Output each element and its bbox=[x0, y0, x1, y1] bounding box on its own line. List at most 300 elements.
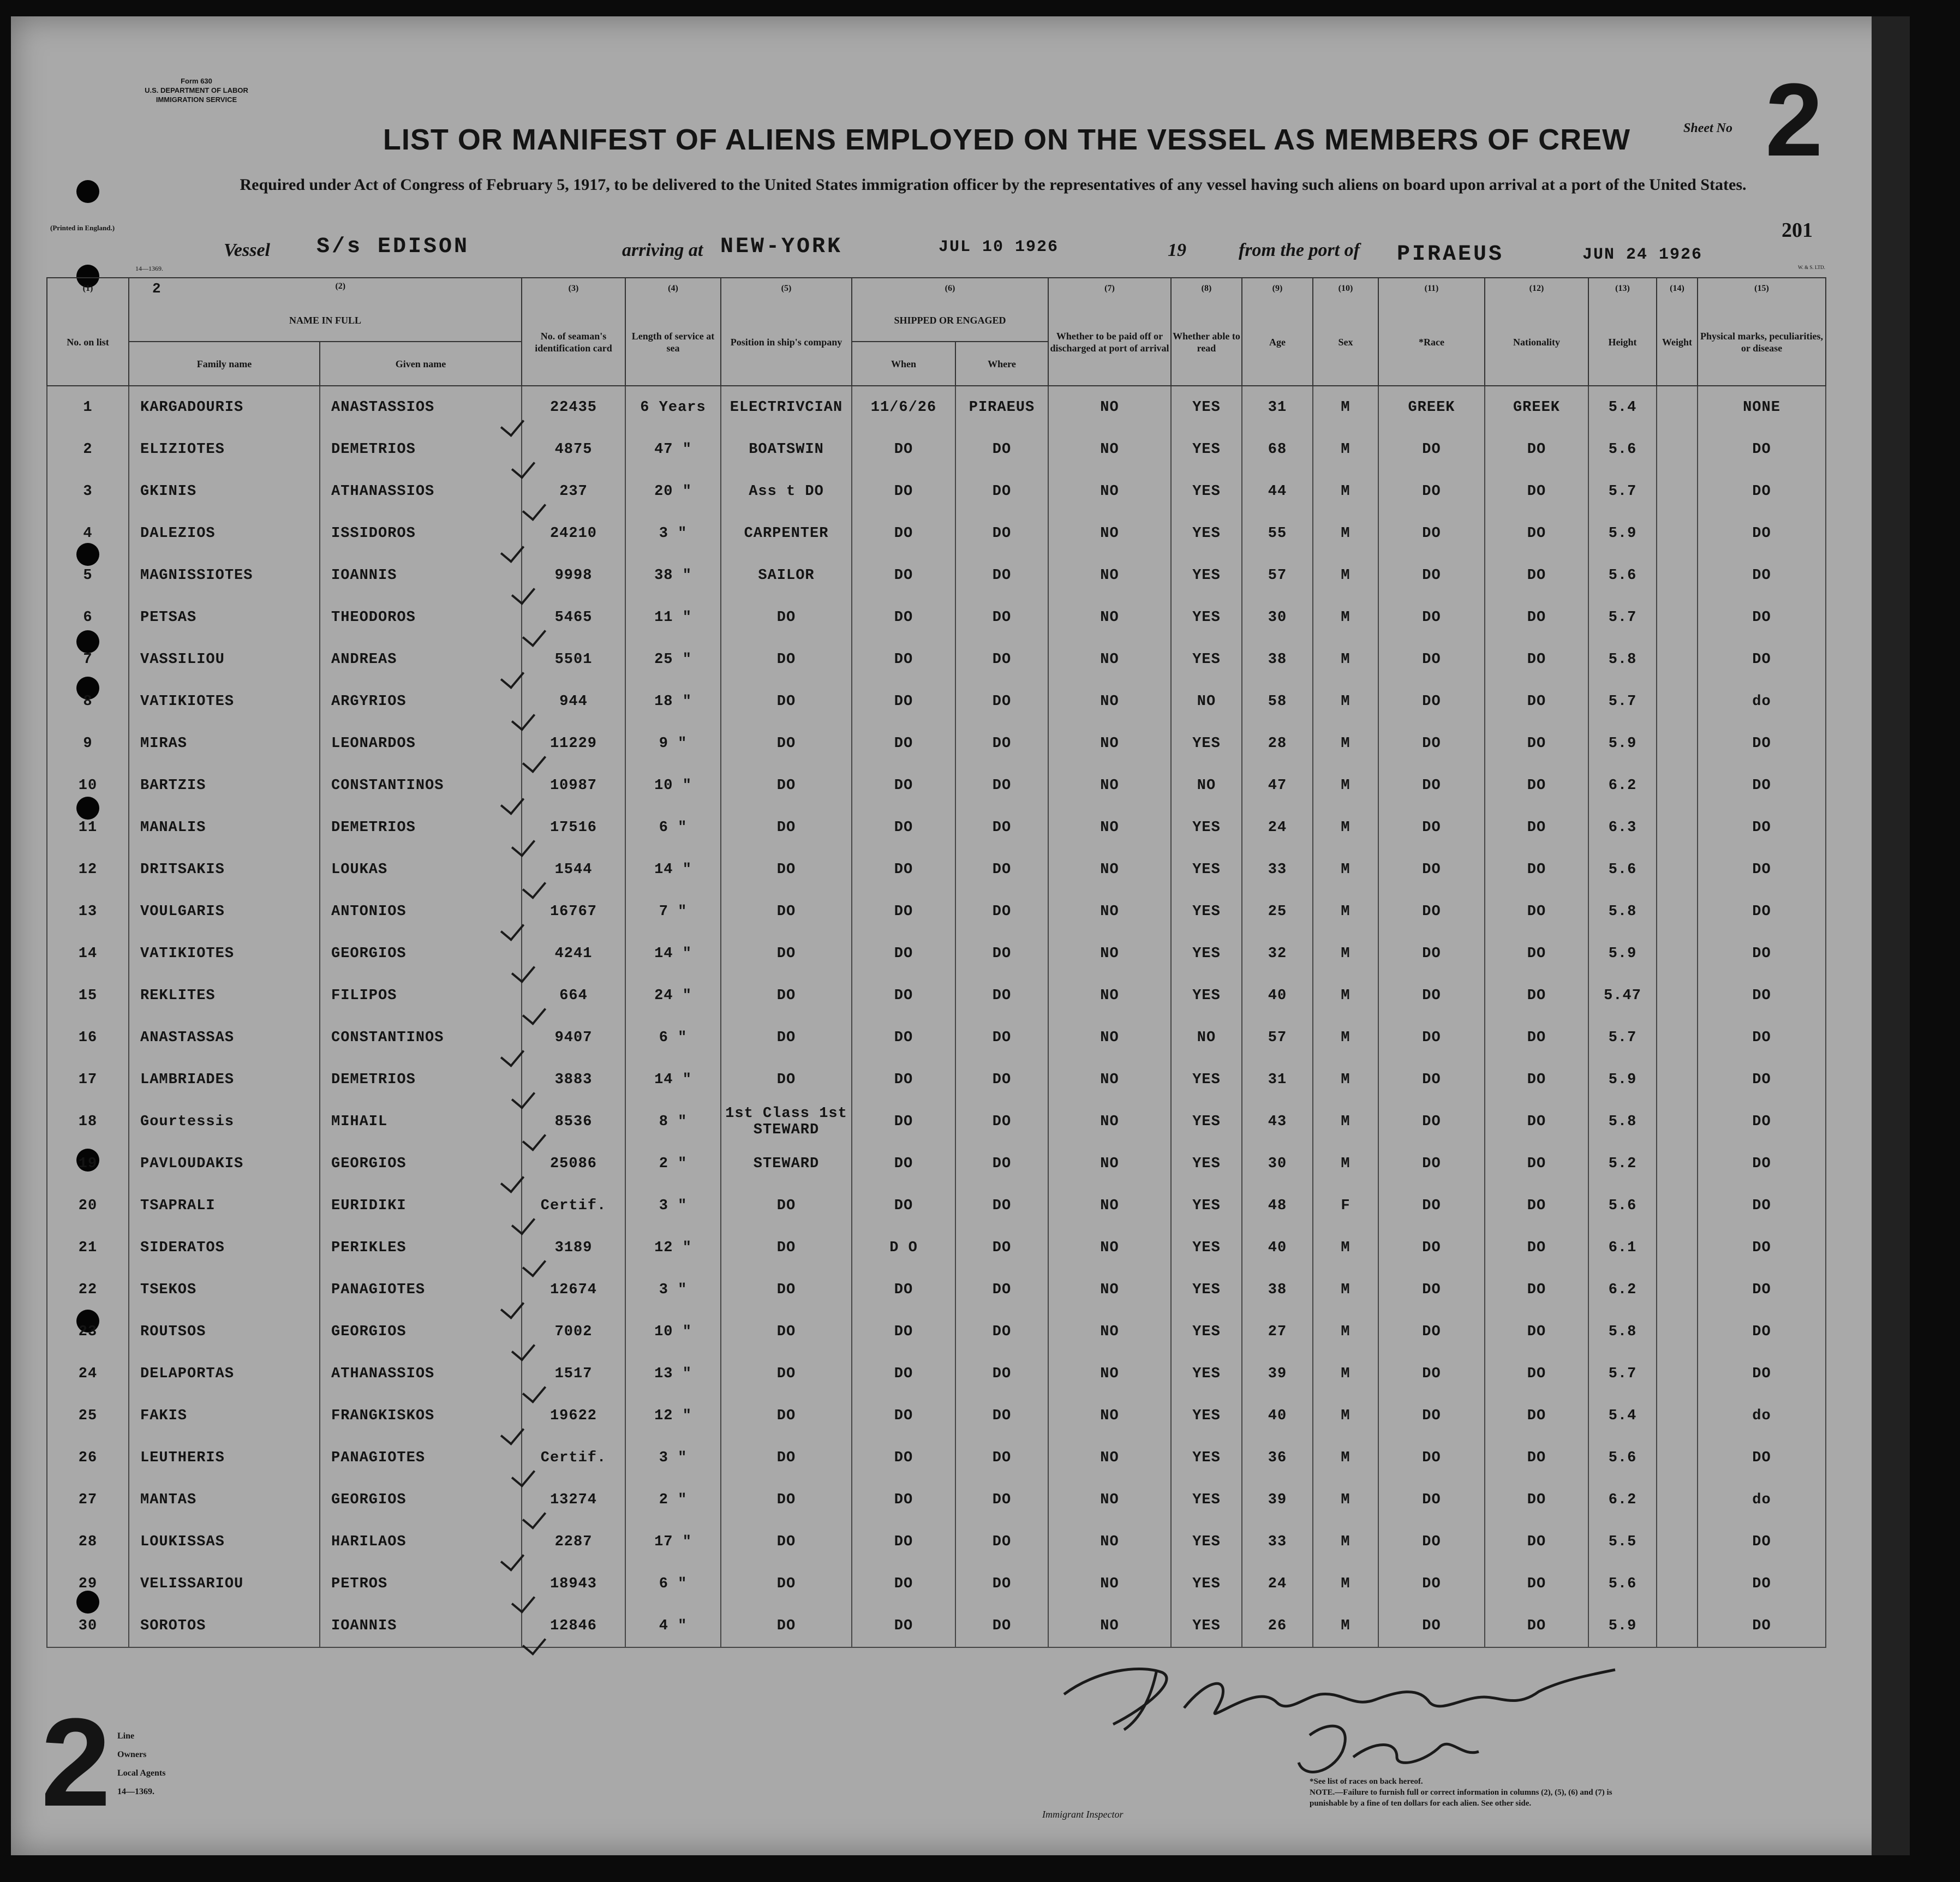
race: DO bbox=[1378, 1521, 1485, 1563]
position: BOATSWIN bbox=[721, 428, 852, 470]
given-name: GEORGIOS bbox=[320, 1479, 522, 1521]
age: 57 bbox=[1242, 554, 1313, 596]
table-row bbox=[47, 1059, 1826, 1101]
length-of-service: 10 " bbox=[625, 764, 721, 806]
shipped-where: DO bbox=[955, 722, 1048, 764]
id-card-number: 3189 bbox=[522, 1227, 625, 1269]
position: DO bbox=[721, 1311, 852, 1353]
able-to-read: NO bbox=[1171, 764, 1242, 806]
height: 5.7 bbox=[1588, 1353, 1657, 1395]
given-name: GEORGIOS bbox=[320, 1143, 522, 1185]
height: 6.3 bbox=[1588, 806, 1657, 849]
length-of-service: 38 " bbox=[625, 554, 721, 596]
id-card-number: 2287 bbox=[522, 1521, 625, 1563]
race: DO bbox=[1378, 806, 1485, 849]
race: DO bbox=[1378, 1227, 1485, 1269]
row-number: 25 bbox=[47, 1395, 129, 1437]
sex: M bbox=[1313, 975, 1378, 1017]
given-name: DEMETRIOS bbox=[320, 806, 522, 849]
length-of-service: 2 " bbox=[625, 1143, 721, 1185]
paid-off: NO bbox=[1048, 1311, 1171, 1353]
nationality: DO bbox=[1485, 554, 1588, 596]
able-to-read: YES bbox=[1171, 1269, 1242, 1311]
length-of-service: 47 " bbox=[625, 428, 721, 470]
table-row bbox=[47, 1269, 1826, 1311]
paid-off: NO bbox=[1048, 680, 1171, 722]
paid-off: NO bbox=[1048, 1101, 1171, 1143]
length-of-service: 12 " bbox=[625, 1395, 721, 1437]
age: 44 bbox=[1242, 470, 1313, 512]
length-of-service: 24 " bbox=[625, 975, 721, 1017]
family-name: DALEZIOS bbox=[129, 512, 320, 554]
local-agents-label: Local Agents bbox=[117, 1769, 166, 1778]
able-to-read: YES bbox=[1171, 470, 1242, 512]
length-of-service: 8 " bbox=[625, 1101, 721, 1143]
sex: M bbox=[1313, 722, 1378, 764]
sheet-number: 2 bbox=[1765, 62, 1823, 178]
given-name: IOANNIS bbox=[320, 1605, 522, 1647]
able-to-read: YES bbox=[1171, 933, 1242, 975]
able-to-read: YES bbox=[1171, 1521, 1242, 1563]
able-to-read: YES bbox=[1171, 1143, 1242, 1185]
family-name: ANASTASSAS bbox=[129, 1017, 320, 1059]
shipped-where: DO bbox=[955, 596, 1048, 638]
physical-marks: do bbox=[1698, 1479, 1826, 1521]
shipped-where: DO bbox=[955, 1479, 1048, 1521]
family-name: SOROTOS bbox=[129, 1605, 320, 1647]
shipped-where: PIRAEUS bbox=[955, 386, 1048, 428]
sex: M bbox=[1313, 596, 1378, 638]
family-name: LEUTHERIS bbox=[129, 1437, 320, 1479]
position: DO bbox=[721, 849, 852, 891]
height: 6.2 bbox=[1588, 1269, 1657, 1311]
id-card-number: 19622 bbox=[522, 1395, 625, 1437]
col-num bbox=[129, 278, 522, 299]
position: DO bbox=[721, 1227, 852, 1269]
paid-off: NO bbox=[1048, 975, 1171, 1017]
age: 33 bbox=[1242, 1521, 1313, 1563]
race: DO bbox=[1378, 1101, 1485, 1143]
given-name: MIHAIL bbox=[320, 1101, 522, 1143]
age: 55 bbox=[1242, 512, 1313, 554]
age: 57 bbox=[1242, 1017, 1313, 1059]
header-age: Age bbox=[1242, 299, 1313, 386]
nationality: DO bbox=[1485, 638, 1588, 680]
weight bbox=[1657, 428, 1698, 470]
row-number: 2 bbox=[47, 428, 129, 470]
race: DO bbox=[1378, 1269, 1485, 1311]
weight bbox=[1657, 1017, 1698, 1059]
physical-marks: DO bbox=[1698, 1143, 1826, 1185]
weight bbox=[1657, 554, 1698, 596]
table-row bbox=[47, 470, 1826, 512]
given-name: EURIDIKI bbox=[320, 1185, 522, 1227]
sex: M bbox=[1313, 891, 1378, 933]
shipped-where: DO bbox=[955, 428, 1048, 470]
able-to-read: YES bbox=[1171, 1353, 1242, 1395]
physical-marks: DO bbox=[1698, 849, 1826, 891]
position: STEWARD bbox=[721, 1143, 852, 1185]
shipped-where: DO bbox=[955, 849, 1048, 891]
paid-off: NO bbox=[1048, 470, 1171, 512]
shipped-where: DO bbox=[955, 1521, 1048, 1563]
nationality: DO bbox=[1485, 1227, 1588, 1269]
sex: M bbox=[1313, 1521, 1378, 1563]
paid-off: NO bbox=[1048, 1479, 1171, 1521]
length-of-service: 10 " bbox=[625, 1311, 721, 1353]
races-note: *See list of races on back hereof. bbox=[1310, 1777, 1423, 1786]
table-row bbox=[47, 1479, 1826, 1521]
position: 1st Class 1st STEWARD bbox=[721, 1101, 852, 1143]
nationality: DO bbox=[1485, 1311, 1588, 1353]
physical-marks: DO bbox=[1698, 1521, 1826, 1563]
sex: M bbox=[1313, 386, 1378, 428]
weight bbox=[1657, 806, 1698, 849]
id-card-number: 12846 bbox=[522, 1605, 625, 1647]
table-row bbox=[47, 1563, 1826, 1605]
page-subtitle: Required under Act of Congress of February 5, 1917, to be delivered to the United States immigration officer by the representatives of any vessel having such aliens on board upon arrival at a port of the United States. bbox=[240, 176, 1747, 194]
id-card-number: 9998 bbox=[522, 554, 625, 596]
shipped-when: DO bbox=[852, 1185, 955, 1227]
manifest-sheet bbox=[11, 16, 1910, 1855]
paid-off: NO bbox=[1048, 1143, 1171, 1185]
given-name: ARGYRIOS bbox=[320, 680, 522, 722]
given-name: DEMETRIOS bbox=[320, 1059, 522, 1101]
weight bbox=[1657, 933, 1698, 975]
sheet-number-label: Sheet No bbox=[1683, 121, 1732, 135]
height: 5.6 bbox=[1588, 849, 1657, 891]
age: 26 bbox=[1242, 1605, 1313, 1647]
nationality: DO bbox=[1485, 933, 1588, 975]
nationality: DO bbox=[1485, 806, 1588, 849]
height: 5.8 bbox=[1588, 638, 1657, 680]
sex: M bbox=[1313, 1101, 1378, 1143]
family-name: DELAPORTAS bbox=[129, 1353, 320, 1395]
weight bbox=[1657, 1563, 1698, 1605]
given-name: HARILAOS bbox=[320, 1521, 522, 1563]
nationality: DO bbox=[1485, 1521, 1588, 1563]
height: 5.9 bbox=[1588, 1059, 1657, 1101]
able-to-read: YES bbox=[1171, 596, 1242, 638]
row-number: 16 bbox=[47, 1017, 129, 1059]
weight bbox=[1657, 975, 1698, 1017]
nationality: DO bbox=[1485, 680, 1588, 722]
shipped-when: DO bbox=[852, 1269, 955, 1311]
position: DO bbox=[721, 806, 852, 849]
shipped-where: DO bbox=[955, 975, 1048, 1017]
paid-off: NO bbox=[1048, 722, 1171, 764]
table-row bbox=[47, 512, 1826, 554]
shipped-when: D O bbox=[852, 1227, 955, 1269]
paid-off: NO bbox=[1048, 1437, 1171, 1479]
given-name: LOUKAS bbox=[320, 849, 522, 891]
shipped-when: DO bbox=[852, 1395, 955, 1437]
family-name: LAMBRIADES bbox=[129, 1059, 320, 1101]
table-row bbox=[47, 1395, 1826, 1437]
race: DO bbox=[1378, 891, 1485, 933]
header-paid-off: Whether to be paid off or discharged at port of arrival bbox=[1048, 299, 1171, 386]
col-num: (5) bbox=[721, 278, 852, 299]
weight bbox=[1657, 764, 1698, 806]
nationality: DO bbox=[1485, 1017, 1588, 1059]
length-of-service: 14 " bbox=[625, 933, 721, 975]
paid-off: NO bbox=[1048, 1353, 1171, 1395]
given-name: CONSTANTINOS bbox=[320, 764, 522, 806]
shipped-where: DO bbox=[955, 1605, 1048, 1647]
paid-off: NO bbox=[1048, 1185, 1171, 1227]
year-label: 19 bbox=[1168, 240, 1186, 260]
from-port-label: from the port of bbox=[1239, 240, 1360, 260]
table-row bbox=[47, 764, 1826, 806]
height: 5.7 bbox=[1588, 1017, 1657, 1059]
given-name: FILIPOS bbox=[320, 975, 522, 1017]
able-to-read: YES bbox=[1171, 1563, 1242, 1605]
physical-marks: DO bbox=[1698, 638, 1826, 680]
physical-marks: DO bbox=[1698, 428, 1826, 470]
shipped-where: DO bbox=[955, 1227, 1048, 1269]
height: 5.2 bbox=[1588, 1143, 1657, 1185]
table-row bbox=[47, 806, 1826, 849]
weight bbox=[1657, 1101, 1698, 1143]
table-row bbox=[47, 680, 1826, 722]
height: 5.4 bbox=[1588, 386, 1657, 428]
sex: M bbox=[1313, 1311, 1378, 1353]
position: DO bbox=[721, 933, 852, 975]
shipped-when: 11/6/26 bbox=[852, 386, 955, 428]
row-number: 11 bbox=[47, 806, 129, 849]
family-name: ELIZIOTES bbox=[129, 428, 320, 470]
sex: M bbox=[1313, 1605, 1378, 1647]
age: 68 bbox=[1242, 428, 1313, 470]
given-name: PERIKLES bbox=[320, 1227, 522, 1269]
race: DO bbox=[1378, 933, 1485, 975]
page-title: LIST OR MANIFEST OF ALIENS EMPLOYED ON THE VESSEL AS MEMBERS OF CREW bbox=[383, 123, 1631, 156]
length-of-service: 6 " bbox=[625, 1563, 721, 1605]
length-of-service: 4 " bbox=[625, 1605, 721, 1647]
height: 5.7 bbox=[1588, 470, 1657, 512]
weight bbox=[1657, 1437, 1698, 1479]
printer-mark: W. & S. LTD. bbox=[1798, 265, 1825, 270]
able-to-read: YES bbox=[1171, 849, 1242, 891]
header-weight: Weight bbox=[1657, 299, 1698, 386]
id-card-number: 1517 bbox=[522, 1353, 625, 1395]
height: 5.9 bbox=[1588, 512, 1657, 554]
col-num: (3) bbox=[522, 278, 625, 299]
physical-marks: DO bbox=[1698, 554, 1826, 596]
position: DO bbox=[721, 1353, 852, 1395]
header-family-name: Family name bbox=[129, 342, 320, 386]
physical-marks: DO bbox=[1698, 1437, 1826, 1479]
age: 30 bbox=[1242, 596, 1313, 638]
able-to-read: NO bbox=[1171, 680, 1242, 722]
paid-off: NO bbox=[1048, 806, 1171, 849]
age: 43 bbox=[1242, 1101, 1313, 1143]
family-name: BARTZIS bbox=[129, 764, 320, 806]
position: DO bbox=[721, 1521, 852, 1563]
height: 6.2 bbox=[1588, 1479, 1657, 1521]
id-card-number: 5465 bbox=[522, 596, 625, 638]
position: DO bbox=[721, 1563, 852, 1605]
race: DO bbox=[1378, 1185, 1485, 1227]
footer-labels bbox=[117, 1727, 165, 1801]
id-card-number: Certif. bbox=[522, 1185, 625, 1227]
age: 40 bbox=[1242, 1395, 1313, 1437]
shipped-when: DO bbox=[852, 1017, 955, 1059]
position: DO bbox=[721, 1437, 852, 1479]
physical-marks: DO bbox=[1698, 1605, 1826, 1647]
row-number: 15 bbox=[47, 975, 129, 1017]
shipped-when: DO bbox=[852, 1059, 955, 1101]
height: 5.8 bbox=[1588, 891, 1657, 933]
vessel-label: Vessel bbox=[224, 240, 270, 260]
vessel-name: S/s EDISON bbox=[316, 235, 470, 259]
given-name: FRANGKISKOS bbox=[320, 1395, 522, 1437]
row-number: 4 bbox=[47, 512, 129, 554]
shipped-when: DO bbox=[852, 891, 955, 933]
age: 27 bbox=[1242, 1311, 1313, 1353]
table-row bbox=[47, 1605, 1826, 1647]
departure-date: JUN 24 1926 bbox=[1582, 246, 1703, 264]
shipped-when: DO bbox=[852, 512, 955, 554]
able-to-read: YES bbox=[1171, 1311, 1242, 1353]
family-name: REKLITES bbox=[129, 975, 320, 1017]
shipped-when: DO bbox=[852, 680, 955, 722]
shipped-when: DO bbox=[852, 1605, 955, 1647]
weight bbox=[1657, 638, 1698, 680]
col-num: (7) bbox=[1048, 278, 1171, 299]
crew-rows bbox=[47, 386, 1826, 1647]
shipped-when: DO bbox=[852, 596, 955, 638]
shipped-where: DO bbox=[955, 512, 1048, 554]
family-name: MIRAS bbox=[129, 722, 320, 764]
weight bbox=[1657, 1605, 1698, 1647]
position: DO bbox=[721, 1059, 852, 1101]
age: 47 bbox=[1242, 764, 1313, 806]
nationality: DO bbox=[1485, 764, 1588, 806]
row-number: 21 bbox=[47, 1227, 129, 1269]
age: 32 bbox=[1242, 933, 1313, 975]
able-to-read: YES bbox=[1171, 1437, 1242, 1479]
shipped-when: DO bbox=[852, 1563, 955, 1605]
shipped-where: DO bbox=[955, 1101, 1048, 1143]
table-row bbox=[47, 1101, 1826, 1143]
able-to-read: YES bbox=[1171, 1605, 1242, 1647]
physical-marks: DO bbox=[1698, 1563, 1826, 1605]
table-row bbox=[47, 638, 1826, 680]
height: 5.9 bbox=[1588, 1605, 1657, 1647]
position: CARPENTER bbox=[721, 512, 852, 554]
length-of-service: 2 " bbox=[625, 1479, 721, 1521]
row-number: 14 bbox=[47, 933, 129, 975]
sex: M bbox=[1313, 512, 1378, 554]
able-to-read: YES bbox=[1171, 386, 1242, 428]
shipped-when: DO bbox=[852, 470, 955, 512]
height: 6.2 bbox=[1588, 764, 1657, 806]
able-to-read: YES bbox=[1171, 722, 1242, 764]
id-card-number: Certif. bbox=[522, 1437, 625, 1479]
nationality: DO bbox=[1485, 1101, 1588, 1143]
family-name: ROUTSOS bbox=[129, 1311, 320, 1353]
id-card-number: 7002 bbox=[522, 1311, 625, 1353]
length-of-service: 3 " bbox=[625, 512, 721, 554]
race: DO bbox=[1378, 428, 1485, 470]
family-name: VATIKIOTES bbox=[129, 933, 320, 975]
weight bbox=[1657, 1521, 1698, 1563]
able-to-read: YES bbox=[1171, 806, 1242, 849]
length-of-service: 3 " bbox=[625, 1269, 721, 1311]
crew-manifest-table bbox=[46, 277, 1826, 1648]
race: DO bbox=[1378, 722, 1485, 764]
table-row bbox=[47, 1185, 1826, 1227]
table-row bbox=[47, 722, 1826, 764]
age: 31 bbox=[1242, 1059, 1313, 1101]
shipped-where: DO bbox=[955, 1143, 1048, 1185]
header-id-card: No. of seaman's identification card bbox=[522, 299, 625, 386]
row-number: 10 bbox=[47, 764, 129, 806]
table-row bbox=[47, 386, 1826, 428]
sex: M bbox=[1313, 1437, 1378, 1479]
physical-marks: DO bbox=[1698, 1059, 1826, 1101]
position: DO bbox=[721, 680, 852, 722]
family-name: VELISSARIOU bbox=[129, 1563, 320, 1605]
nationality: DO bbox=[1485, 1395, 1588, 1437]
id-card-number: 22435 bbox=[522, 386, 625, 428]
id-card-number: 9407 bbox=[522, 1017, 625, 1059]
nationality: DO bbox=[1485, 1563, 1588, 1605]
footer-sheet-number: 2 bbox=[41, 1692, 111, 1832]
sex: M bbox=[1313, 428, 1378, 470]
departure-port: PIRAEUS bbox=[1397, 242, 1504, 267]
nationality: DO bbox=[1485, 1353, 1588, 1395]
position: ELECTRIVCIAN bbox=[721, 386, 852, 428]
physical-marks: DO bbox=[1698, 933, 1826, 975]
age: 40 bbox=[1242, 975, 1313, 1017]
nationality: DO bbox=[1485, 1605, 1588, 1647]
race: DO bbox=[1378, 1143, 1485, 1185]
weight bbox=[1657, 1227, 1698, 1269]
family-name: PETSAS bbox=[129, 596, 320, 638]
weight bbox=[1657, 722, 1698, 764]
length-of-service: 13 " bbox=[625, 1353, 721, 1395]
height: 5.7 bbox=[1588, 680, 1657, 722]
race: DO bbox=[1378, 1563, 1485, 1605]
physical-marks: DO bbox=[1698, 470, 1826, 512]
header-when: When bbox=[852, 342, 955, 386]
nationality: DO bbox=[1485, 891, 1588, 933]
nationality: DO bbox=[1485, 1059, 1588, 1101]
paid-off: NO bbox=[1048, 596, 1171, 638]
race: DO bbox=[1378, 1353, 1485, 1395]
sex: M bbox=[1313, 933, 1378, 975]
height: 5.4 bbox=[1588, 1395, 1657, 1437]
paid-off: NO bbox=[1048, 386, 1171, 428]
family-name: TSAPRALI bbox=[129, 1185, 320, 1227]
age: 33 bbox=[1242, 849, 1313, 891]
physical-marks: DO bbox=[1698, 1353, 1826, 1395]
shipped-where: DO bbox=[955, 764, 1048, 806]
race: DO bbox=[1378, 1605, 1485, 1647]
row-number: 1 bbox=[47, 386, 129, 428]
family-name: VOULGARIS bbox=[129, 891, 320, 933]
nationality: DO bbox=[1485, 849, 1588, 891]
height: 5.5 bbox=[1588, 1521, 1657, 1563]
paid-off: NO bbox=[1048, 1563, 1171, 1605]
paid-off: NO bbox=[1048, 1605, 1171, 1647]
sex: M bbox=[1313, 470, 1378, 512]
family-name: DRITSAKIS bbox=[129, 849, 320, 891]
length-of-service: 3 " bbox=[625, 1185, 721, 1227]
height: 5.9 bbox=[1588, 933, 1657, 975]
